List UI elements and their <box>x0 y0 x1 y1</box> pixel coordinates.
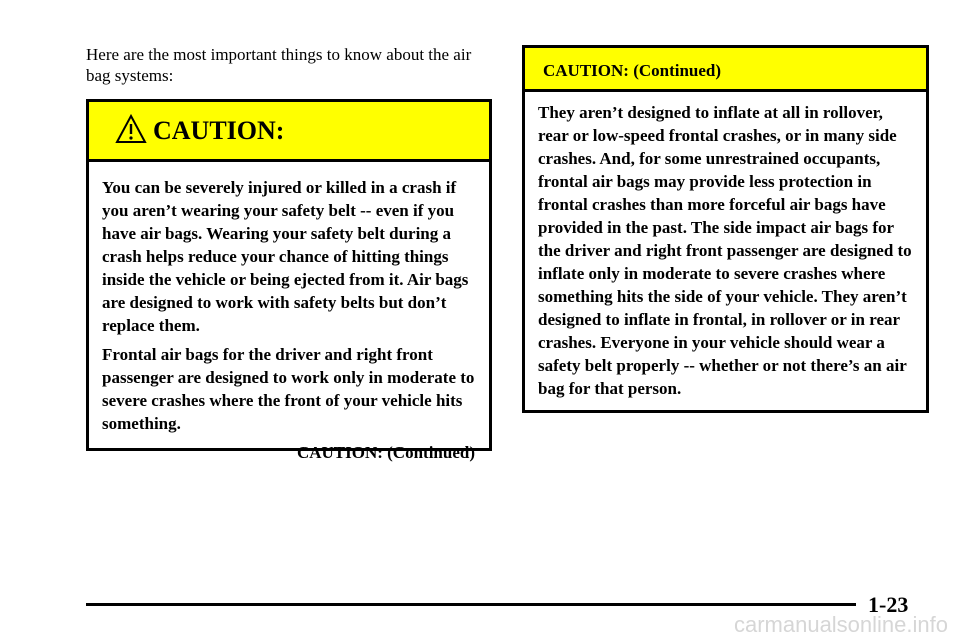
caution-body <box>89 162 489 464</box>
caution-continued-paragraph: They aren’t designed to inflate at all in rollover, rear or low-speed frontal crashes, or in many side crashes. And, for some unrestrained occupants, frontal air bags may provide less protection in frontal crashes than more forceful air bags have provided in the past. The side impact air bags for the driver and right front passenger are designed to inflate only in moderate to severe crashes where something hits the side of your vehicle. They aren’t designed to inflate in frontal, in rollover or in rear crashes. Everyone in your vehicle should wear a safety belt properly -- whether or not there’s an air bag for that person. <box>538 103 912 398</box>
caution-title: CAUTION: <box>153 116 285 145</box>
warning-triangle-icon <box>115 114 147 144</box>
footer-rule <box>86 603 856 606</box>
caution-continued-header <box>525 48 926 92</box>
caution-box <box>86 99 492 462</box>
caution-continued-label: CAUTION: (Continued) <box>296 443 475 462</box>
caution-continued-box <box>522 45 929 413</box>
caution-continued-body <box>525 92 926 400</box>
intro-paragraph: Here are the most important things to know about the air bag systems: <box>86 45 472 85</box>
caution-paragraph: Frontal air bags for the driver and right front passenger are designed to work only in moderate to severe crashes where the front of your vehicle hits something. <box>102 345 475 433</box>
caution-continued-title: CAUTION: (Continued) <box>543 61 722 80</box>
page-number: 1-23 <box>868 592 909 617</box>
caution-paragraph: You can be severely injured or killed in a crash if you aren’t wearing your safety belt -- even if you have air bags. Wearing your safety belt during a crash helps reduce your chance of hitting things inside the vehicle or being ejected from it. Air bags are designed to work with safety belts but don’t replace them. <box>102 178 469 335</box>
watermark: carmanualsonline.info <box>733 612 948 637</box>
caution-header <box>89 102 489 162</box>
